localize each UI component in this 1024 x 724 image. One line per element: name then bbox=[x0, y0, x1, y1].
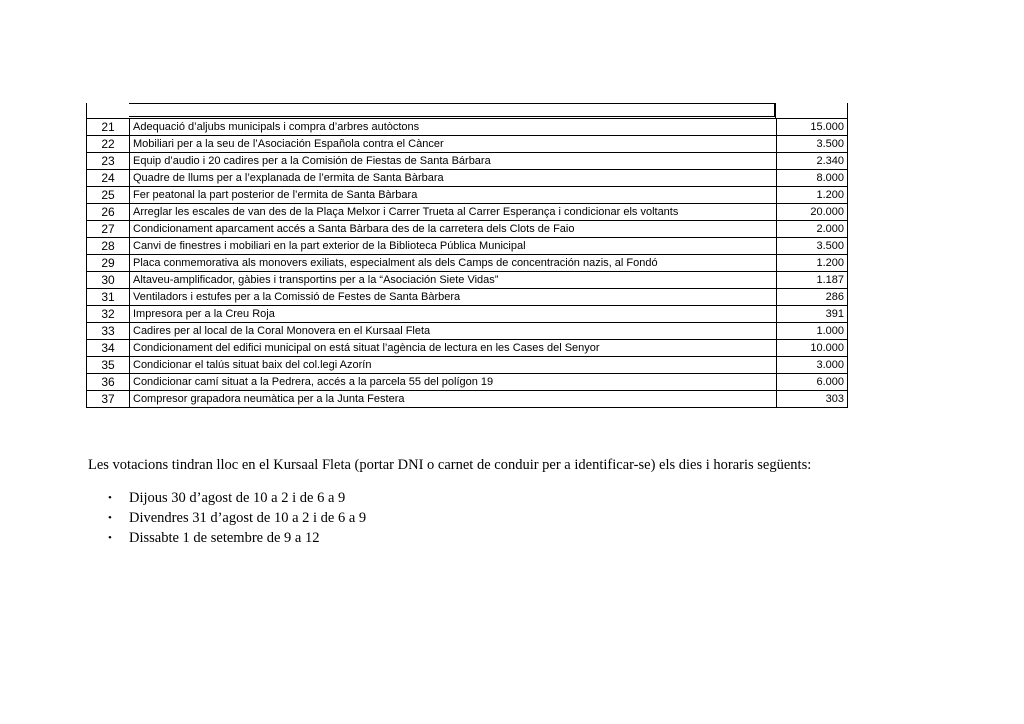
table-row bbox=[87, 255, 848, 272]
empty-header-cell bbox=[129, 103, 775, 117]
row-number: 25 bbox=[87, 187, 130, 204]
row-description: Condicionament aparcament accés a Santa Bàrbara des de la carretera dels Clots de Faio bbox=[130, 221, 777, 238]
row-number: 31 bbox=[87, 289, 130, 306]
row-amount: 2.340 bbox=[777, 153, 848, 170]
voting-schedule-list bbox=[106, 489, 366, 549]
table-row bbox=[87, 153, 848, 170]
table-row bbox=[87, 238, 848, 255]
schedule-text: Dissabte 1 de setembre de 9 a 12 bbox=[129, 530, 320, 546]
table-row bbox=[87, 221, 848, 238]
row-number: 35 bbox=[87, 357, 130, 374]
row-amount: 1.200 bbox=[777, 187, 848, 204]
table-row bbox=[87, 272, 848, 289]
row-amount: 8.000 bbox=[777, 170, 848, 187]
row-description: Mobiliari per a la seu de l’Asociación Española contra el Càncer bbox=[130, 136, 777, 153]
projects-table bbox=[86, 118, 848, 408]
projects-table-container bbox=[86, 103, 848, 408]
row-description: Compresor grapadora neumàtica per a la Junta Festera bbox=[130, 391, 777, 408]
table-row bbox=[87, 374, 848, 391]
row-number: 32 bbox=[87, 306, 130, 323]
row-amount: 1.187 bbox=[777, 272, 848, 289]
schedule-item bbox=[106, 509, 366, 529]
row-amount: 391 bbox=[777, 306, 848, 323]
table-row bbox=[87, 289, 848, 306]
row-number: 28 bbox=[87, 238, 130, 255]
row-description: Condicionar el talús situat baix del col.legi Azorín bbox=[130, 357, 777, 374]
row-description: Condicionar camí situat a la Pedrera, accés a la parcela 55 del polígon 19 bbox=[130, 374, 777, 391]
row-description: Arreglar les escales de van des de la Plaça Melxor i Carrer Trueta al Carrer Esperança i condicionar els voltants bbox=[130, 204, 777, 221]
table-row bbox=[87, 323, 848, 340]
schedule-item bbox=[106, 489, 366, 509]
row-description: Fer peatonal la part posterior de l’ermita de Santa Bàrbara bbox=[130, 187, 777, 204]
table-row bbox=[87, 306, 848, 323]
row-number: 34 bbox=[87, 340, 130, 357]
row-number: 24 bbox=[87, 170, 130, 187]
row-number: 21 bbox=[87, 119, 130, 136]
table-top-stub bbox=[86, 103, 848, 118]
table-row bbox=[87, 204, 848, 221]
table-row bbox=[87, 391, 848, 408]
row-description: Cadires per al local de la Coral Monovera en el Kursaal Fleta bbox=[130, 323, 777, 340]
row-number: 26 bbox=[87, 204, 130, 221]
row-amount: 10.000 bbox=[777, 340, 848, 357]
row-number: 22 bbox=[87, 136, 130, 153]
row-description: Canvi de finestres i mobiliari en la part exterior de la Biblioteca Pública Municipal bbox=[130, 238, 777, 255]
row-description: Impresora per a la Creu Roja bbox=[130, 306, 777, 323]
table-row bbox=[87, 187, 848, 204]
row-number: 29 bbox=[87, 255, 130, 272]
voting-info-paragraph: Les votacions tindran lloc en el Kursaal Fleta (portar DNI o carnet de conduir per a identificar-se) els dies i horaris següents: bbox=[88, 457, 812, 473]
table-row bbox=[87, 136, 848, 153]
row-description: Placa conmemorativa als monovers exiliats, especialment als dels Camps de concentración nazis, al Fondó bbox=[130, 255, 777, 272]
row-description: Ventiladors i estufes per a la Comissió de Festes de Santa Bàrbera bbox=[130, 289, 777, 306]
table-row bbox=[87, 340, 848, 357]
row-amount: 1.200 bbox=[777, 255, 848, 272]
row-amount: 303 bbox=[777, 391, 848, 408]
row-amount: 3.500 bbox=[777, 238, 848, 255]
row-amount: 3.000 bbox=[777, 357, 848, 374]
bullet-icon: • bbox=[108, 492, 112, 504]
row-number: 27 bbox=[87, 221, 130, 238]
row-amount: 286 bbox=[777, 289, 848, 306]
row-amount: 2.000 bbox=[777, 221, 848, 238]
bullet-icon: • bbox=[108, 532, 112, 544]
table-row bbox=[87, 357, 848, 374]
row-number: 33 bbox=[87, 323, 130, 340]
row-number: 37 bbox=[87, 391, 130, 408]
row-description: Adequació d’aljubs municipals i compra d’arbres autòctons bbox=[130, 119, 777, 136]
row-number: 36 bbox=[87, 374, 130, 391]
row-amount: 3.500 bbox=[777, 136, 848, 153]
row-description: Condicionament del edifici municipal on está situat l’agència de lectura en les Cases del Senyor bbox=[130, 340, 777, 357]
schedule-text: Divendres 31 d’agost de 10 a 2 i de 6 a 9 bbox=[129, 510, 367, 526]
row-amount: 15.000 bbox=[777, 119, 848, 136]
row-amount: 6.000 bbox=[777, 374, 848, 391]
row-number: 23 bbox=[87, 153, 130, 170]
bullet-icon: • bbox=[108, 512, 112, 524]
row-description: Quadre de llums per a l’explanada de l’ermita de Santa Bàrbara bbox=[130, 170, 777, 187]
row-number: 30 bbox=[87, 272, 130, 289]
schedule-text: Dijous 30 d’agost de 10 a 2 i de 6 a 9 bbox=[129, 490, 346, 506]
table-row bbox=[87, 170, 848, 187]
row-amount: 20.000 bbox=[777, 204, 848, 221]
row-description: Equip d’audio i 20 cadires per a la Comisión de Fiestas de Santa Bárbara bbox=[130, 153, 777, 170]
row-description: Altaveu-amplificador, gàbies i transportins per a la “Asociación Siete Vidas” bbox=[130, 272, 777, 289]
row-amount: 1.000 bbox=[777, 323, 848, 340]
schedule-item bbox=[106, 529, 366, 549]
table-row bbox=[87, 119, 848, 136]
